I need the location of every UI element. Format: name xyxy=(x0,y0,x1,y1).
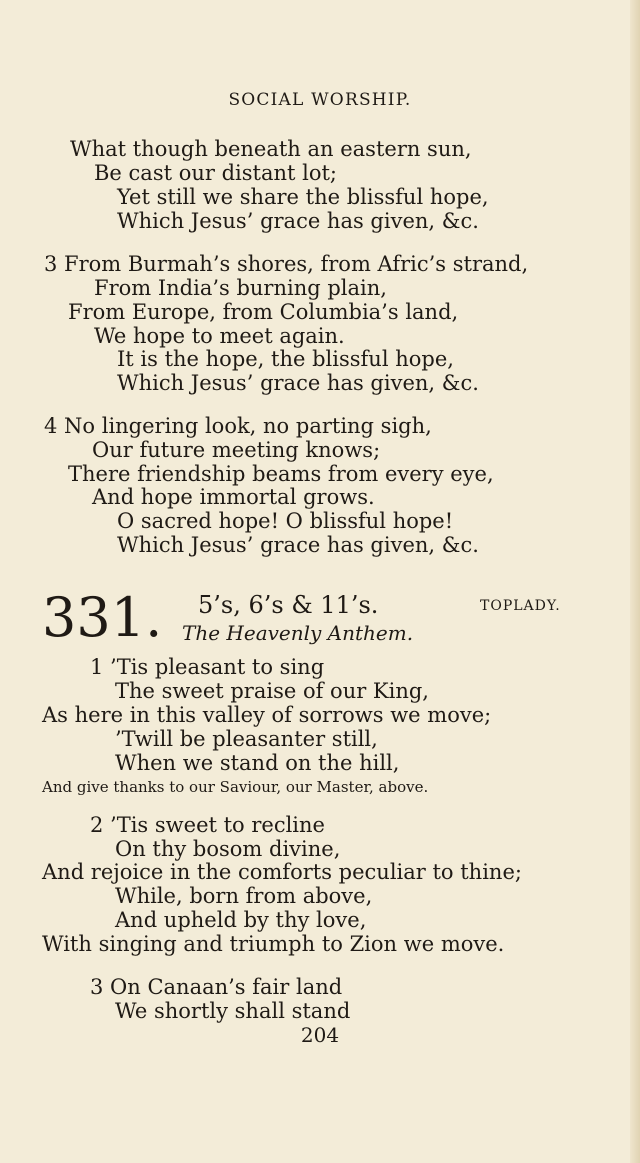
verse-line: And give thanks to our Saviour, our Master, above. xyxy=(42,778,429,796)
verse-line: When we stand on the hill, xyxy=(115,751,400,775)
verse-line: Our future meeting knows; xyxy=(92,438,381,462)
verse-line: Which Jesus’ grace has given, &c. xyxy=(117,533,479,557)
running-header: SOCIAL WORSHIP. xyxy=(228,90,412,110)
verse-line: 3 On Canaan’s fair land xyxy=(90,975,343,999)
verse-line: As here in this valley of sorrows we move; xyxy=(42,703,492,727)
verse-line: The sweet praise of our King, xyxy=(115,679,429,703)
verse-line: Be cast our distant lot; xyxy=(94,161,337,185)
verse-line: 4 No lingering look, no parting sigh, xyxy=(44,414,432,438)
verse-line: It is the hope, the blissful hope, xyxy=(117,347,454,371)
verse-line: While, born from above, xyxy=(115,884,373,908)
verse-line: 3 From Burmah’s shores, from Afric’s strand, xyxy=(44,252,529,276)
verse-line: Which Jesus’ grace has given, &c. xyxy=(117,371,479,395)
verse-line: Yet still we share the blissful hope, xyxy=(117,185,489,209)
verse-line: We hope to meet again. xyxy=(94,324,345,348)
verse-line: 2 ’Tis sweet to recline xyxy=(90,813,325,837)
verse-line: From India’s burning plain, xyxy=(94,276,387,300)
verse-line: On thy bosom divine, xyxy=(115,837,341,861)
verse-line: With singing and triumph to Zion we move. xyxy=(42,932,505,956)
hymn-number: 331. xyxy=(42,586,163,649)
verse-line: And rejoice in the comforts peculiar to thine; xyxy=(42,860,522,884)
hymn-author: TOPLADY. xyxy=(480,598,561,614)
verse-line: O sacred hope! O blissful hope! xyxy=(117,509,454,533)
verse-line: Which Jesus’ grace has given, &c. xyxy=(117,209,479,233)
verse-line: From Europe, from Columbia’s land, xyxy=(68,300,459,324)
verse-line: What though beneath an eastern sun, xyxy=(70,137,472,161)
hymn-meter: 5’s, 6’s & 11’s. xyxy=(198,591,379,619)
verse-line: There friendship beams from every eye, xyxy=(68,462,494,486)
verse-line: ’Twill be pleasanter still, xyxy=(115,727,378,751)
hymn-title: The Heavenly Anthem. xyxy=(182,621,414,645)
verse-line: 1 ’Tis pleasant to sing xyxy=(90,655,325,679)
page-edge xyxy=(630,0,640,1163)
page-number: 204 xyxy=(300,1023,340,1047)
verse-line: And hope immortal grows. xyxy=(92,485,375,509)
verse-line: We shortly shall stand xyxy=(115,999,351,1023)
verse-line: And upheld by thy love, xyxy=(115,908,367,932)
